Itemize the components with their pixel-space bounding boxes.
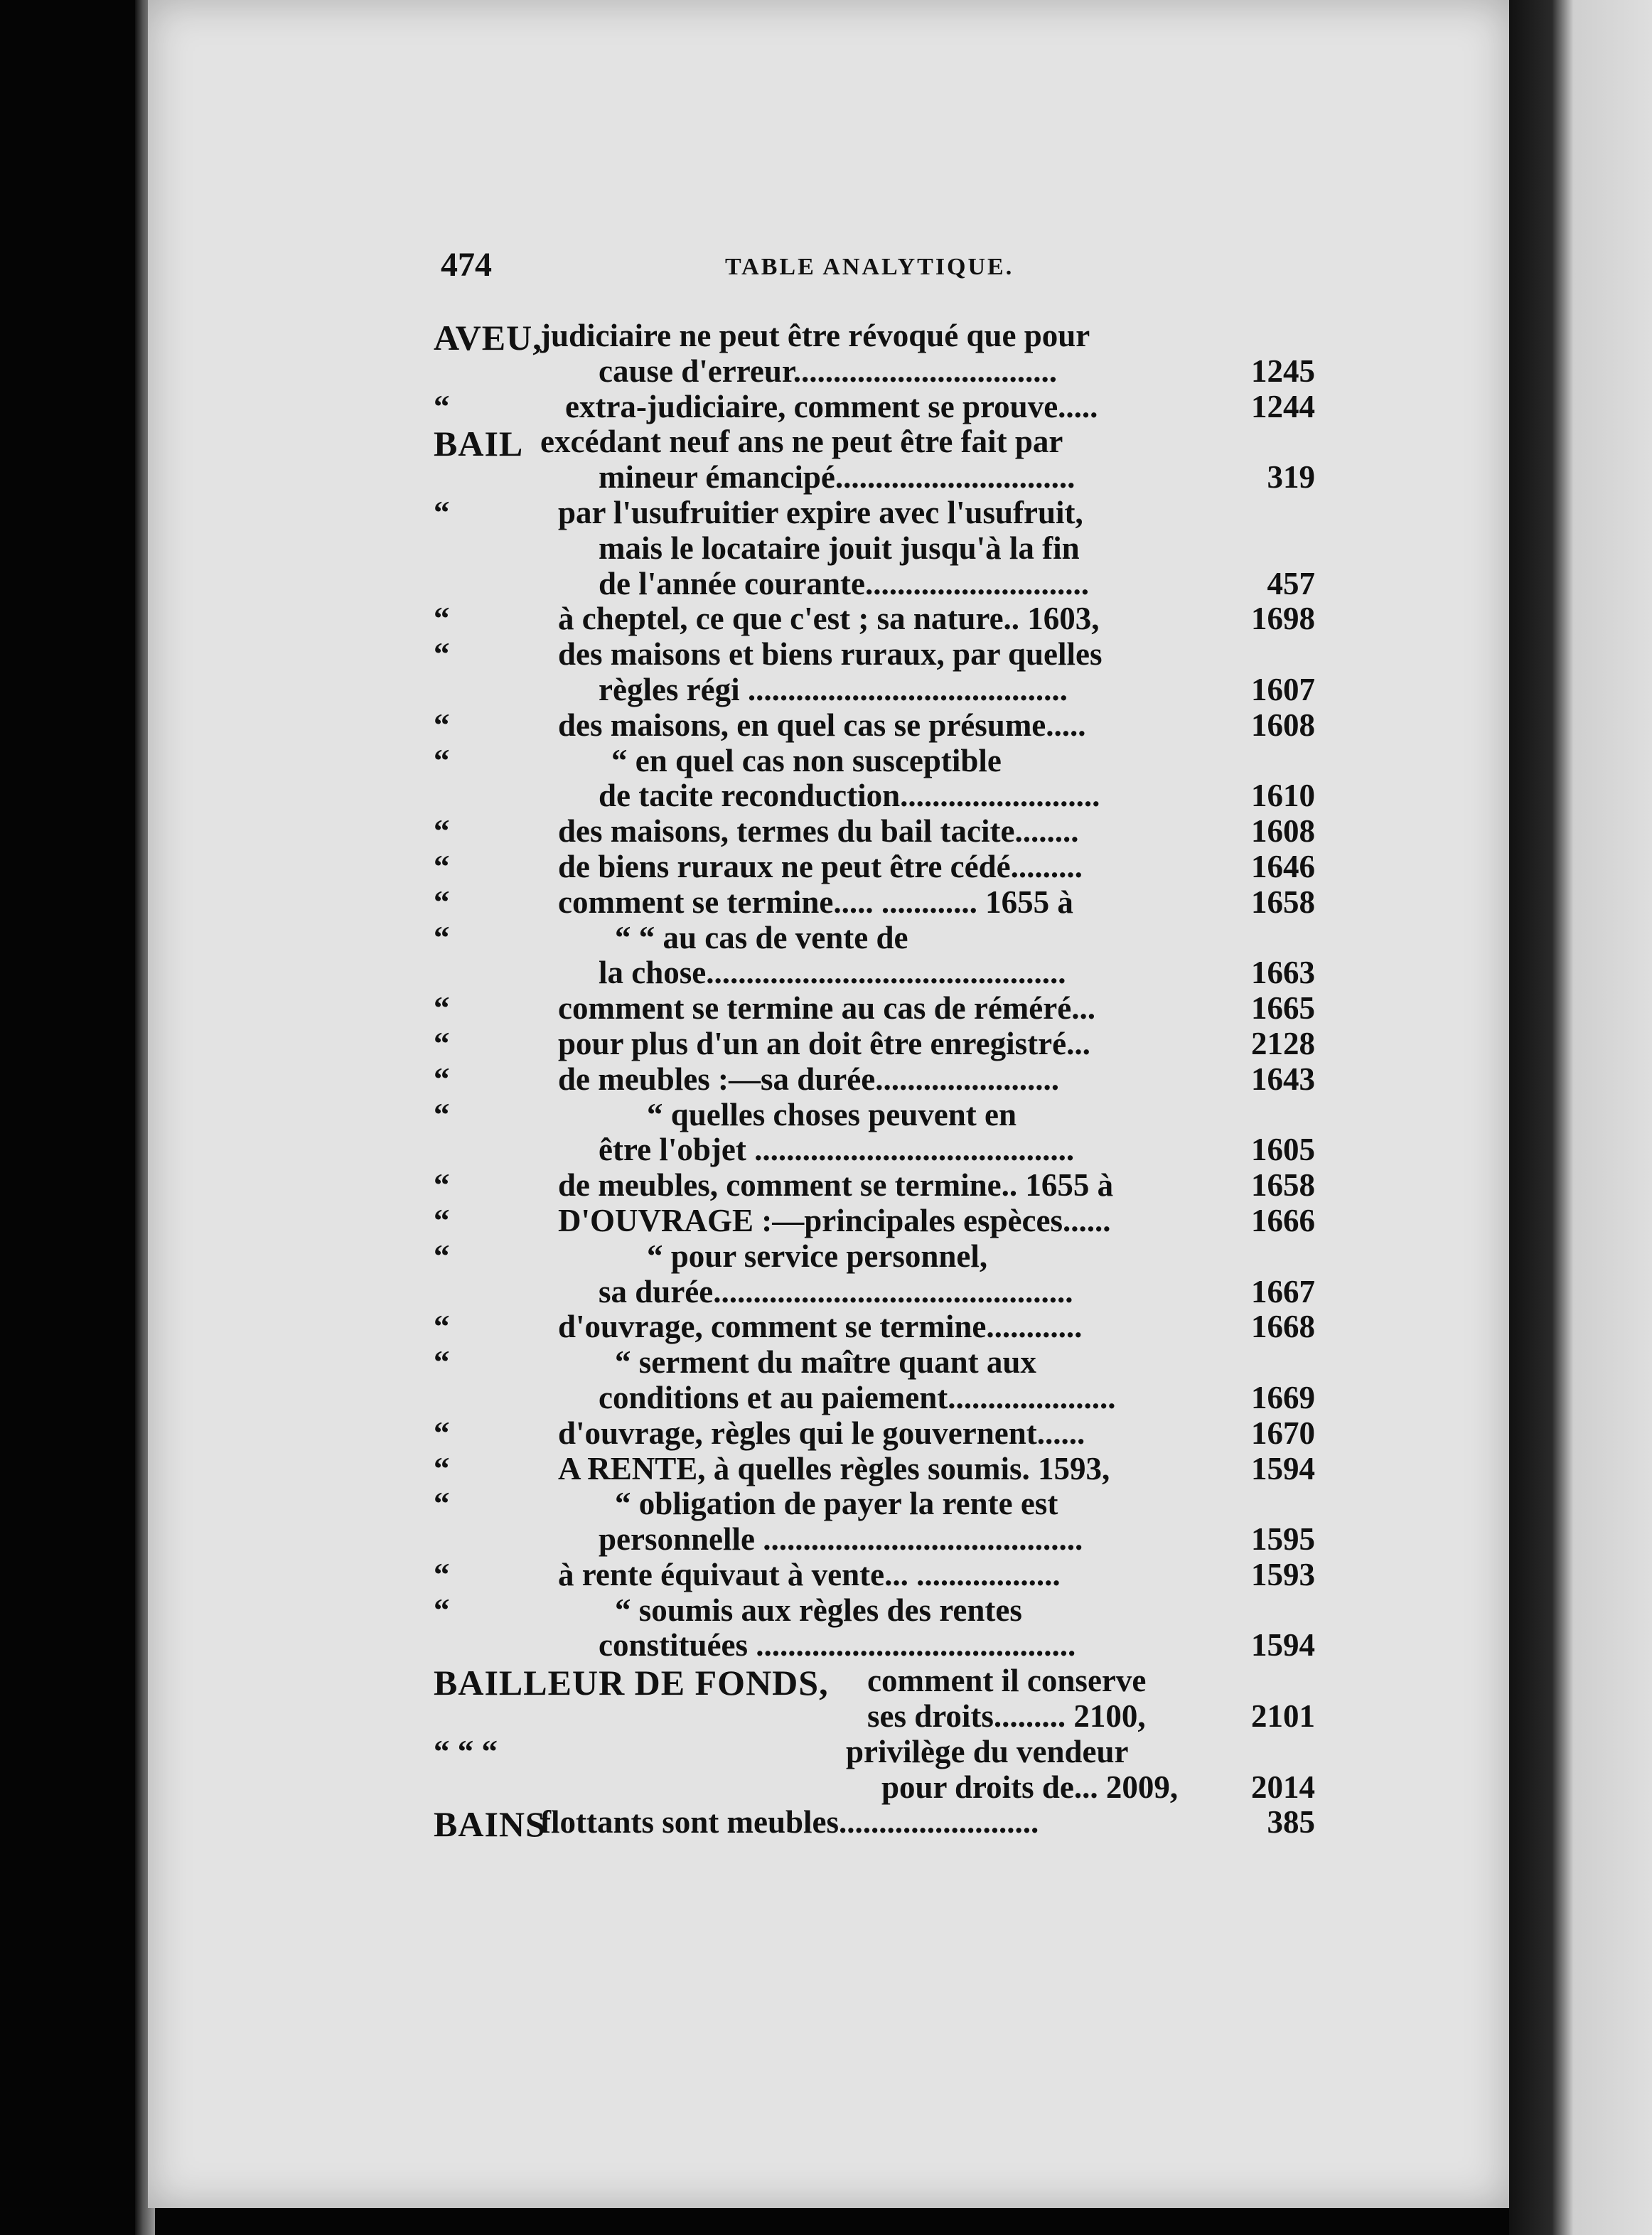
index-line — [434, 1131, 1315, 1167]
entry-lead: “ — [434, 1450, 450, 1486]
index-line — [434, 1698, 1315, 1733]
index-line — [434, 423, 1315, 464]
entry-text: “ obligation de payer la rente est — [615, 1486, 1058, 1522]
entry-text: être l'objet ........................................ — [599, 1132, 1075, 1168]
article-number: 1244 — [1251, 388, 1315, 424]
article-number: 457 — [1267, 565, 1315, 601]
entry-lead: “ — [434, 1592, 450, 1628]
article-number: 2101 — [1251, 1698, 1315, 1735]
index-line — [434, 848, 1315, 884]
article-number: 1643 — [1251, 1061, 1315, 1097]
entry-text: “ pour service personnel, — [647, 1238, 988, 1274]
index-line — [434, 459, 1315, 494]
index-line — [434, 353, 1315, 388]
entry-text: à rente équivaut à vente... .................. — [558, 1556, 1061, 1592]
entry-text: flottants sont meubles......................... — [540, 1804, 1039, 1840]
entry-lead: AVEU, — [434, 318, 542, 358]
index-line — [434, 884, 1315, 919]
index-line — [434, 1415, 1315, 1450]
entry-text: excédant neuf ans ne peut être fait par — [540, 424, 1063, 460]
entry-lead: BAILLEUR DE FONDS, — [434, 1663, 829, 1703]
index-line — [434, 1379, 1315, 1415]
article-number: 1668 — [1251, 1309, 1315, 1345]
entry-text: ses droits......... 2100, — [867, 1698, 1146, 1735]
article-number: 1610 — [1251, 778, 1315, 814]
entry-lead: “ — [434, 1486, 450, 1522]
article-number: 1595 — [1251, 1521, 1315, 1558]
index-line — [434, 317, 1315, 358]
entry-lead: “ — [434, 813, 450, 849]
article-number: 1663 — [1251, 955, 1315, 991]
entry-text: cause d'erreur................................. — [599, 353, 1057, 389]
entry-text: privilège du vendeur — [846, 1733, 1129, 1769]
entry-text: la chose............................................. — [599, 955, 1066, 991]
index-line — [434, 954, 1315, 990]
article-number: 1245 — [1251, 353, 1315, 389]
entry-text: d'ouvrage, comment se termine............ — [558, 1309, 1083, 1345]
entry-text: “ en quel cas non susceptible — [611, 742, 1002, 778]
article-number: 1608 — [1251, 813, 1315, 849]
index-line — [434, 1167, 1315, 1202]
entry-lead: “ — [434, 919, 450, 955]
entry-lead: “ — [434, 1025, 450, 1061]
entry-lead: “ — [434, 1309, 450, 1345]
index-line — [434, 1202, 1315, 1238]
article-number: 1666 — [1251, 1202, 1315, 1238]
article-number: 2128 — [1251, 1025, 1315, 1061]
article-number: 1669 — [1251, 1379, 1315, 1415]
entry-text: des maisons, en quel cas se présume..... — [558, 707, 1086, 743]
entry-text: règles régi ........................................ — [599, 671, 1068, 707]
article-number: 319 — [1267, 459, 1315, 495]
entry-lead: “ — [434, 707, 450, 743]
entry-text: pour droits de... 2009, — [881, 1769, 1179, 1805]
entry-lead: “ — [434, 1415, 450, 1451]
entry-lead: “ — [434, 1061, 450, 1097]
index-line — [434, 990, 1315, 1025]
index-line — [434, 1803, 1315, 1845]
facing-page-edge — [1509, 0, 1652, 2235]
entry-text: personnelle ........................................ — [599, 1521, 1083, 1558]
index-line — [434, 1592, 1315, 1627]
index-line — [434, 494, 1315, 530]
index-line — [434, 1096, 1315, 1132]
article-number: 1594 — [1251, 1627, 1315, 1663]
index-line — [434, 742, 1315, 778]
index-line — [434, 1485, 1315, 1521]
index-line — [434, 1733, 1315, 1769]
index-line — [434, 636, 1315, 671]
article-number: 1698 — [1251, 601, 1315, 637]
article-number: 1594 — [1251, 1450, 1315, 1486]
index-line — [434, 1769, 1315, 1804]
article-number: 385 — [1267, 1804, 1315, 1840]
entry-text: sa durée............................................. — [599, 1273, 1073, 1309]
entry-lead: “ — [434, 601, 450, 637]
entry-text: comment il conserve — [867, 1663, 1147, 1699]
index-line — [434, 1521, 1315, 1556]
index-line — [434, 777, 1315, 813]
article-number: 1605 — [1251, 1132, 1315, 1168]
entry-text: des maisons et biens ruraux, par quelles — [558, 636, 1103, 672]
entry-lead: “ — [434, 636, 450, 672]
entry-text: A RENTE, à quelles règles soumis. 1593, — [558, 1450, 1110, 1486]
entry-text: mais le locataire jouit jusqu'à la fin — [599, 530, 1080, 566]
entry-text: de biens ruraux ne peut être cédé......... — [558, 848, 1083, 884]
entry-lead: “ — [434, 742, 450, 778]
index-line — [434, 1061, 1315, 1096]
entry-text: D'OUVRAGE :—principales espèces...... — [558, 1202, 1111, 1238]
entry-lead: “ — [434, 1167, 450, 1204]
entry-text: conditions et au paiement..................... — [599, 1379, 1116, 1415]
entry-lead: “ — [434, 1344, 450, 1381]
entry-lead: “ — [434, 990, 450, 1027]
index-line — [434, 600, 1315, 636]
article-number: 1608 — [1251, 707, 1315, 743]
index-line — [434, 1025, 1315, 1061]
entry-lead: “ — [434, 1238, 450, 1274]
entry-text: d'ouvrage, règles qui le gouvernent...... — [558, 1415, 1085, 1451]
index-line — [434, 707, 1315, 742]
index-line — [434, 1556, 1315, 1592]
entry-text: “ serment du maître quant aux — [615, 1344, 1036, 1381]
article-number: 1667 — [1251, 1273, 1315, 1309]
entry-lead: “ — [434, 884, 450, 920]
article-number: 1658 — [1251, 884, 1315, 920]
index-line — [434, 1450, 1315, 1486]
page-header — [441, 245, 1308, 288]
entry-text: de meubles, comment se termine.. 1655 à — [558, 1167, 1114, 1204]
entry-text: “ “ au cas de vente de — [615, 919, 908, 955]
entry-lead: “ — [434, 848, 450, 884]
index-line — [434, 388, 1315, 424]
article-number: 1670 — [1251, 1415, 1315, 1451]
page-number: 474 — [441, 246, 492, 284]
index-line — [434, 1238, 1315, 1273]
entry-lead: “ “ “ — [434, 1733, 498, 1769]
index-line — [434, 1308, 1315, 1344]
entry-text: “ soumis aux règles des rentes — [615, 1592, 1022, 1628]
index-line — [434, 919, 1315, 955]
index-line — [434, 1273, 1315, 1309]
entry-text: de meubles :—sa durée....................... — [558, 1061, 1059, 1097]
article-number: 1607 — [1251, 671, 1315, 707]
entry-text: des maisons, termes du bail tacite........ — [558, 813, 1079, 849]
running-title: TABLE ANALYTIQUE. — [725, 254, 1014, 280]
index-line — [434, 671, 1315, 707]
entry-lead: “ — [434, 388, 450, 424]
entry-text: mineur émancipé.............................. — [599, 459, 1076, 495]
index-line — [434, 565, 1315, 601]
index-entries — [434, 317, 1315, 1845]
index-line — [434, 1662, 1315, 1703]
entry-text: de tacite reconduction......................... — [599, 778, 1100, 814]
entry-text: extra-judiciaire, comment se prouve..... — [565, 388, 1098, 424]
entry-lead: “ — [434, 1202, 450, 1238]
index-line — [434, 1344, 1315, 1379]
entry-text: “ quelles choses peuvent en — [647, 1096, 1017, 1132]
index-line — [434, 530, 1315, 565]
entry-lead: “ — [434, 1556, 450, 1592]
entry-text: par l'usufruitier expire avec l'usufruit, — [558, 494, 1083, 530]
entry-text: de l'année courante............................ — [599, 565, 1089, 601]
entry-text: constituées ........................................ — [599, 1627, 1076, 1663]
article-number: 1658 — [1251, 1167, 1315, 1204]
entry-lead: “ — [434, 1096, 450, 1132]
article-number: 2014 — [1251, 1769, 1315, 1805]
entry-text: comment se termine..... ............ 1655 à — [558, 884, 1073, 920]
entry-lead: BAIL — [434, 424, 524, 464]
article-number: 1646 — [1251, 848, 1315, 884]
entry-text: comment se termine au cas de réméré... — [558, 990, 1095, 1027]
entry-text: judiciaire ne peut être révoqué que pour — [540, 318, 1090, 353]
entry-text: pour plus d'un an doit être enregistré... — [558, 1025, 1090, 1061]
entry-text: à cheptel, ce que c'est ; sa nature.. 1603, — [558, 601, 1100, 637]
index-line — [434, 813, 1315, 848]
entry-lead: BAINS — [434, 1804, 546, 1845]
entry-lead: “ — [434, 494, 450, 530]
index-line — [434, 1626, 1315, 1662]
article-number: 1593 — [1251, 1556, 1315, 1592]
article-number: 1665 — [1251, 990, 1315, 1027]
